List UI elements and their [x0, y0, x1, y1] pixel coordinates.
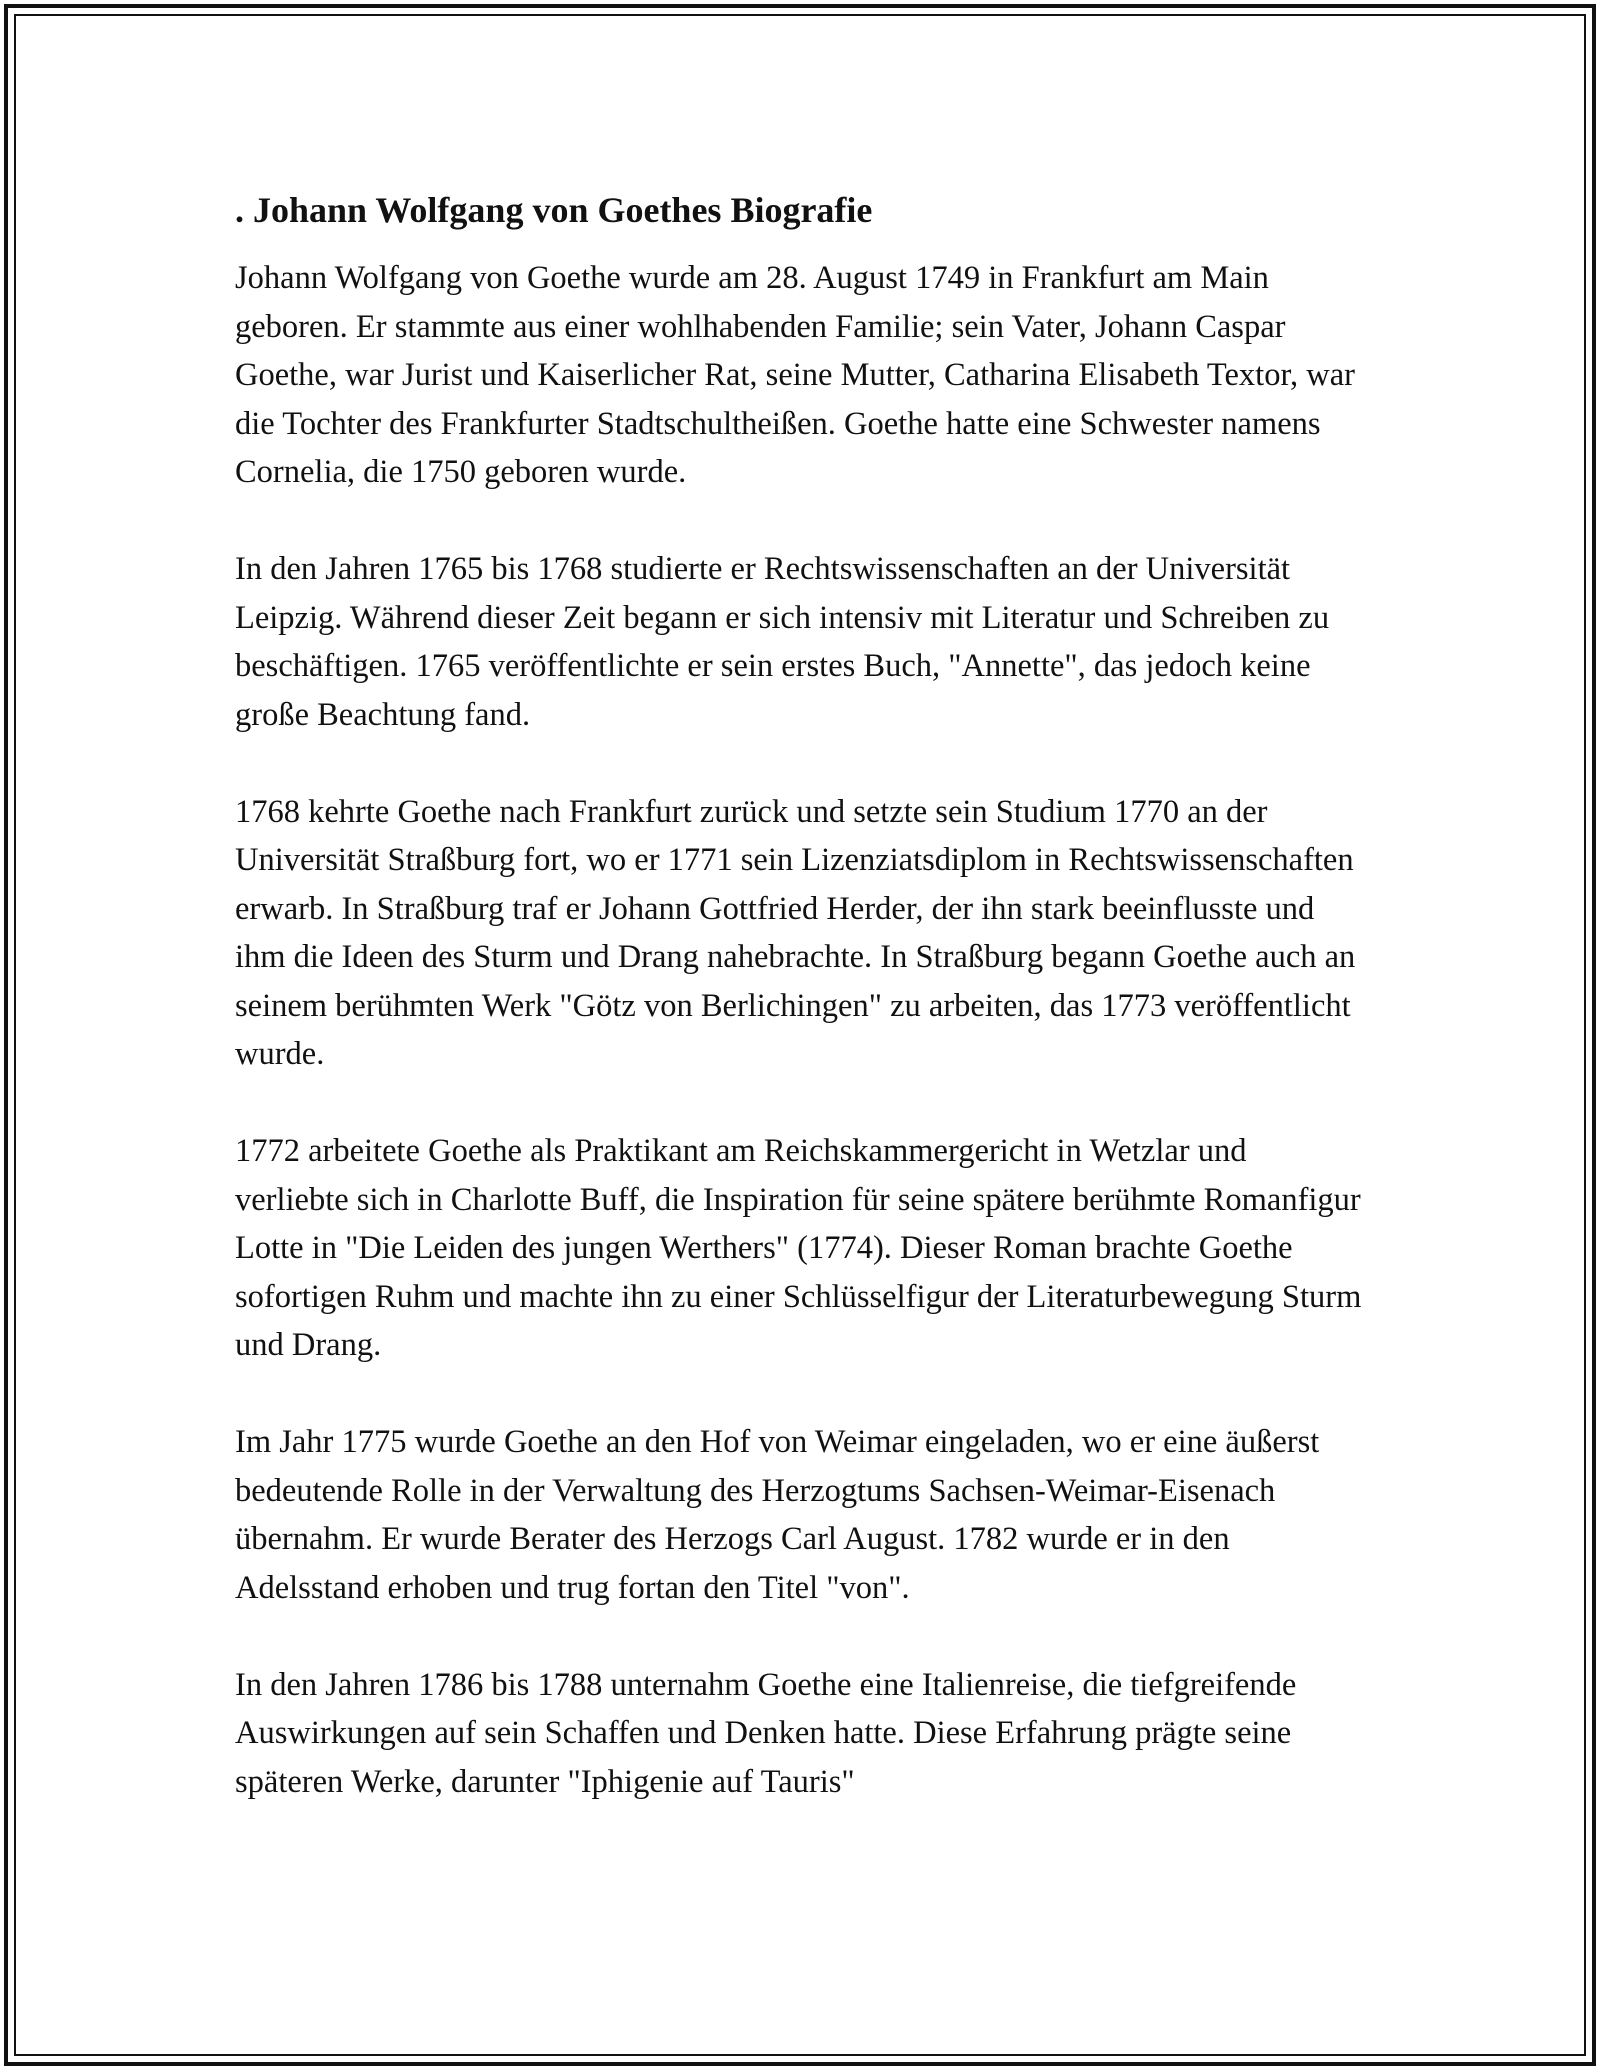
- paragraph-weimar: Im Jahr 1775 wurde Goethe an den Hof von Weimar eingeladen, wo er eine äußerst bedeutende Rolle in der Verwaltung des Herzogtums Sachsen-Weimar-Eisenach übernahm. Er wurde Berater des Herzogs Carl August. 1782 wurde er in den Adelsstand erhoben und trug fortan den Titel "von".: [235, 1424, 1320, 1606]
- paragraph-strassburg: 1768 kehrte Goethe nach Frankfurt zurück und setzte sein Studium 1770 an der Universität Straßburg fort, wo er 1771 sein Lizenziatsdiplom in Rechtswissenschaften erwarb. In Straßburg traf er Johann Gottfried Herder, der ihn stark beeinflusste und ihm die Ideen des Sturm und Drang nahebrachte. In Straßburg begann Goethe auch an seinem berühmten Werk "Götz von Berlichingen" zu arbeiten, das 1773 veröffentlicht wurde.: [235, 793, 1356, 1072]
- document-title: . Johann Wolfgang von Goethes Biografie: [235, 190, 873, 230]
- paragraph-italy: In den Jahren 1786 bis 1788 unternahm Goethe eine Italienreise, die tiefgreifende Auswirkungen auf sein Schaffen und Denken hatte. Diese Erfahrung prägte seine späteren Werke, darunter "Iphigenie auf Tauris": [235, 1666, 1297, 1800]
- paragraph-birth: Johann Wolfgang von Goethe wurde am 28. August 1749 in Frankfurt am Main geboren. Er stammte aus einer wohlhabenden Familie; sein Vater, Johann Caspar Goethe, war Jurist und Kaiserlicher Rat, seine Mutter, Catharina Elisabeth Textor, war die Tochter des Frankfurter Stadtschultheißen. Goethe hatte eine Schwester namens Cornelia, die 1750 geboren wurde.: [235, 260, 1355, 490]
- paragraph-leipzig: In den Jahren 1765 bis 1768 studierte er Rechtswissenschaften an der Universität Leipzig. Während dieser Zeit begann er sich intensiv mit Literatur und Schreiben zu beschäftigen. 1765 veröffentlichte er sein erstes Buch, "Annette", das jedoch keine große Beachtung fand.: [235, 551, 1330, 733]
- document-body: [235, 186, 1365, 1806]
- paragraph-wetzlar: 1772 arbeitete Goethe als Praktikant am Reichskammergericht in Wetzlar und verliebte sich in Charlotte Buff, die Inspiration für seine spätere berühmte Romanfigur Lotte in "Die Leiden des jungen Werthers" (1774). Dieser Roman brachte Goethe sofortigen Ruhm und machte ihn zu einer Schlüsselfigur der Literaturbewegung Sturm und Drang.: [235, 1133, 1362, 1363]
